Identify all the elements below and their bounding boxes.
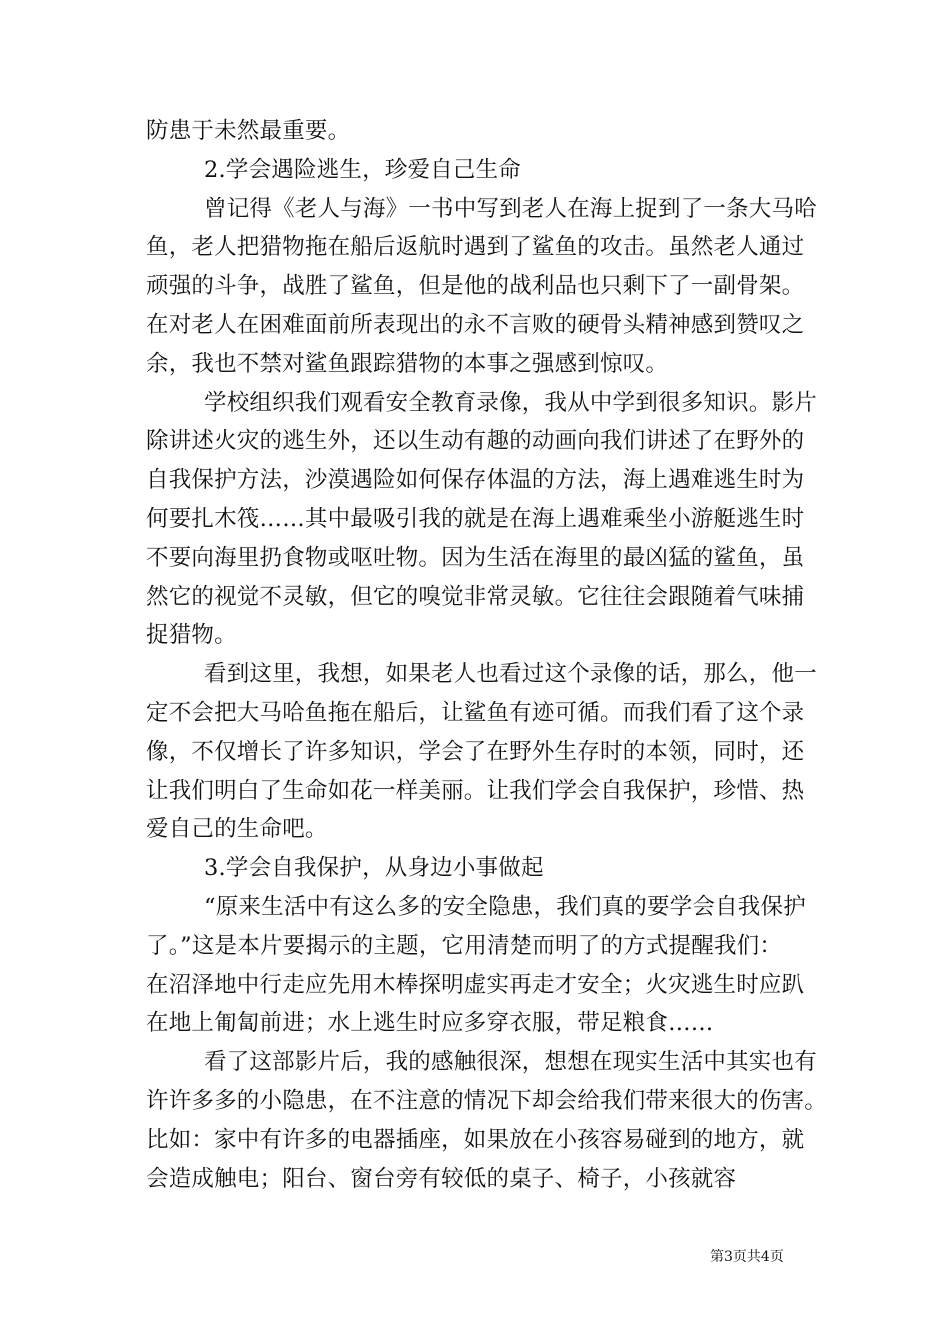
text-line: 然它的视觉不灵敏，但它的嗅觉非常灵敏。它往往会跟随着气味捕 bbox=[146, 583, 805, 610]
text-line: 了。”这是本片要揭示的主题，它用清楚而明了的方式提醒我们： bbox=[146, 932, 783, 959]
text-line: 会造成触电；阳台、窗台旁有较低的桌子、椅子，小孩就容 bbox=[146, 1165, 737, 1192]
text-line: 曾记得《老人与海》一书中写到老人在海上捉到了一条大马哈 bbox=[204, 195, 817, 222]
text-line: “原来生活中有这么多的安全隐患，我们真的要学会自我保护 bbox=[204, 893, 806, 920]
text-line: 许许多多的小隐患，在不注意的情况下却会给我们带来很大的伤害。 bbox=[146, 1087, 828, 1114]
section-heading: 2.学会遇险逃生，珍爱自己生命 bbox=[204, 156, 521, 183]
text-line: 余，我也不禁对鲨鱼跟踪猎物的本事之强感到惊叹。 bbox=[146, 350, 669, 377]
text-line: 鱼，老人把猎物拖在船后返航时遇到了鲨鱼的攻击。虽然老人通过 bbox=[146, 234, 805, 261]
text-line: 顽强的斗争，战胜了鲨鱼，但是他的战利品也只剩下了一副骨架。 bbox=[146, 273, 805, 300]
text-line: 让我们明白了生命如花一样美丽。让我们学会自我保护，珍惜、热 bbox=[146, 777, 805, 804]
text-line: 学校组织我们观看安全教育录像，我从中学到很多知识。影片 bbox=[204, 389, 817, 416]
text-line: 比如：家中有许多的电器插座，如果放在小孩容易碰到的地方，就 bbox=[146, 1126, 805, 1153]
text-line: 何要扎木筏……其中最吸引我的就是在海上遇难乘坐小游艇逃生时 bbox=[146, 505, 805, 532]
text-line: 定不会把大马哈鱼拖在船后，让鲨鱼有迹可循。而我们看了这个录 bbox=[146, 699, 805, 726]
text-line: 在沼泽地中行走应先用木棒探明虚实再走才安全；火灾逃生时应趴 bbox=[146, 971, 805, 998]
text-line: 在对老人在困难面前所表现出的永不言败的硬骨头精神感到赞叹之 bbox=[146, 311, 805, 338]
text-line: 看了这部影片后，我的感触很深，想想在现实生活中其实也有 bbox=[204, 1049, 817, 1076]
text-line: 自我保护方法，沙漠遇险如何保存体温的方法，海上遇难逃生时为 bbox=[146, 467, 805, 494]
text-line: 除讲述火灾的逃生外，还以生动有趣的动画向我们讲述了在野外的 bbox=[146, 428, 805, 455]
text-line: 在地上匍匐前进；水上逃生时应多穿衣服，带足粮食…… bbox=[146, 1010, 714, 1037]
text-line: 捉猎物。 bbox=[146, 622, 237, 649]
text-line: 看到这里，我想，如果老人也看过这个录像的话，那么，他一 bbox=[204, 661, 817, 688]
document-body bbox=[146, 112, 828, 1198]
page-number: 第3页共4页 bbox=[710, 1249, 784, 1265]
text-line: 不要向海里扔食物或呕吐物。因为生活在海里的最凶猛的鲨鱼，虽 bbox=[146, 544, 805, 571]
text-line: 防患于未然最重要。 bbox=[146, 118, 351, 144]
section-heading: 3.学会自我保护，从身边小事做起 bbox=[204, 855, 544, 882]
text-line: 爱自己的生命吧。 bbox=[146, 816, 328, 843]
text-line: 像，不仅增长了许多知识，学会了在野外生存时的本领，同时，还 bbox=[146, 738, 805, 765]
